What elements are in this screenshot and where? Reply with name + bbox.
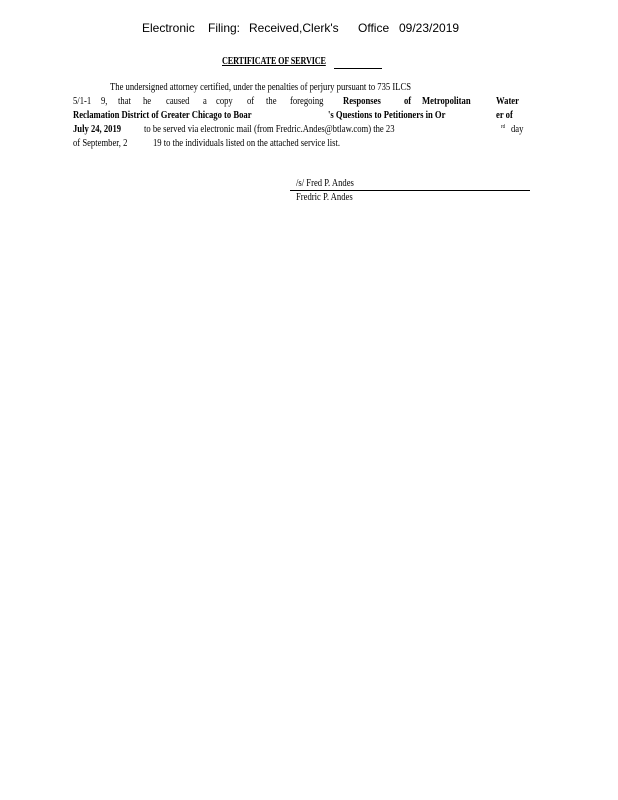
header-filing: Filing: — [208, 21, 241, 35]
signer-name: Fredric P. Andes — [296, 192, 353, 203]
body-line-5-part: 19 to the individuals listed on the attached service list. — [153, 138, 340, 149]
body-line-2-word: that — [118, 96, 131, 107]
body-line-4-day: day — [511, 124, 524, 135]
header-date: 09/23/2019 — [399, 21, 460, 35]
signature-line: /s/ Fred P. Andes — [296, 178, 354, 189]
body-line-5-part: of September, 2 — [73, 138, 128, 149]
body-line-2-word: 9, — [101, 96, 108, 107]
ordinal-superscript: rd — [501, 124, 506, 130]
title-underline — [334, 68, 382, 69]
body-line-2-word: of — [247, 96, 255, 107]
body-line-2-word: copy — [216, 96, 233, 107]
body-line-2-word: 5/1-1 — [73, 96, 92, 107]
body-line-1: The undersigned attorney certified, under the penalties of perjury pursuant to 735 ILCS — [110, 82, 412, 93]
body-line-3-part: 's Questions to Petitioners in Or — [328, 110, 446, 121]
body-line-2-word: Responses — [343, 96, 381, 107]
body-line-2-word: a — [203, 96, 207, 107]
body-line-2-word: he — [143, 96, 152, 107]
body-line-2-word: of — [404, 96, 412, 107]
signature-rule — [290, 190, 530, 191]
body-line-2-word: the — [266, 96, 277, 107]
body-line-2-word: foregoing — [290, 96, 324, 107]
certificate-title: CERTIFICATE OF SERVICE — [222, 56, 326, 67]
body-line-2-word: caused — [166, 96, 190, 107]
header-received: Received,Clerk's — [249, 21, 339, 35]
body-line-2-word: Water — [496, 96, 519, 107]
body-line-2-word: Metropolitan — [422, 96, 471, 107]
body-line-3-part: Reclamation District of Greater Chicago to Boar — [73, 110, 252, 121]
header-office: Office — [358, 21, 390, 35]
body-line-4-date: July 24, 2019 — [73, 124, 122, 135]
body-line-3-part: er of — [496, 110, 513, 121]
body-line-4-text: to be served via electronic mail (from Fredric.Andes@btlaw.com) the 23 — [144, 124, 395, 135]
header-electronic: Electronic — [142, 21, 195, 35]
